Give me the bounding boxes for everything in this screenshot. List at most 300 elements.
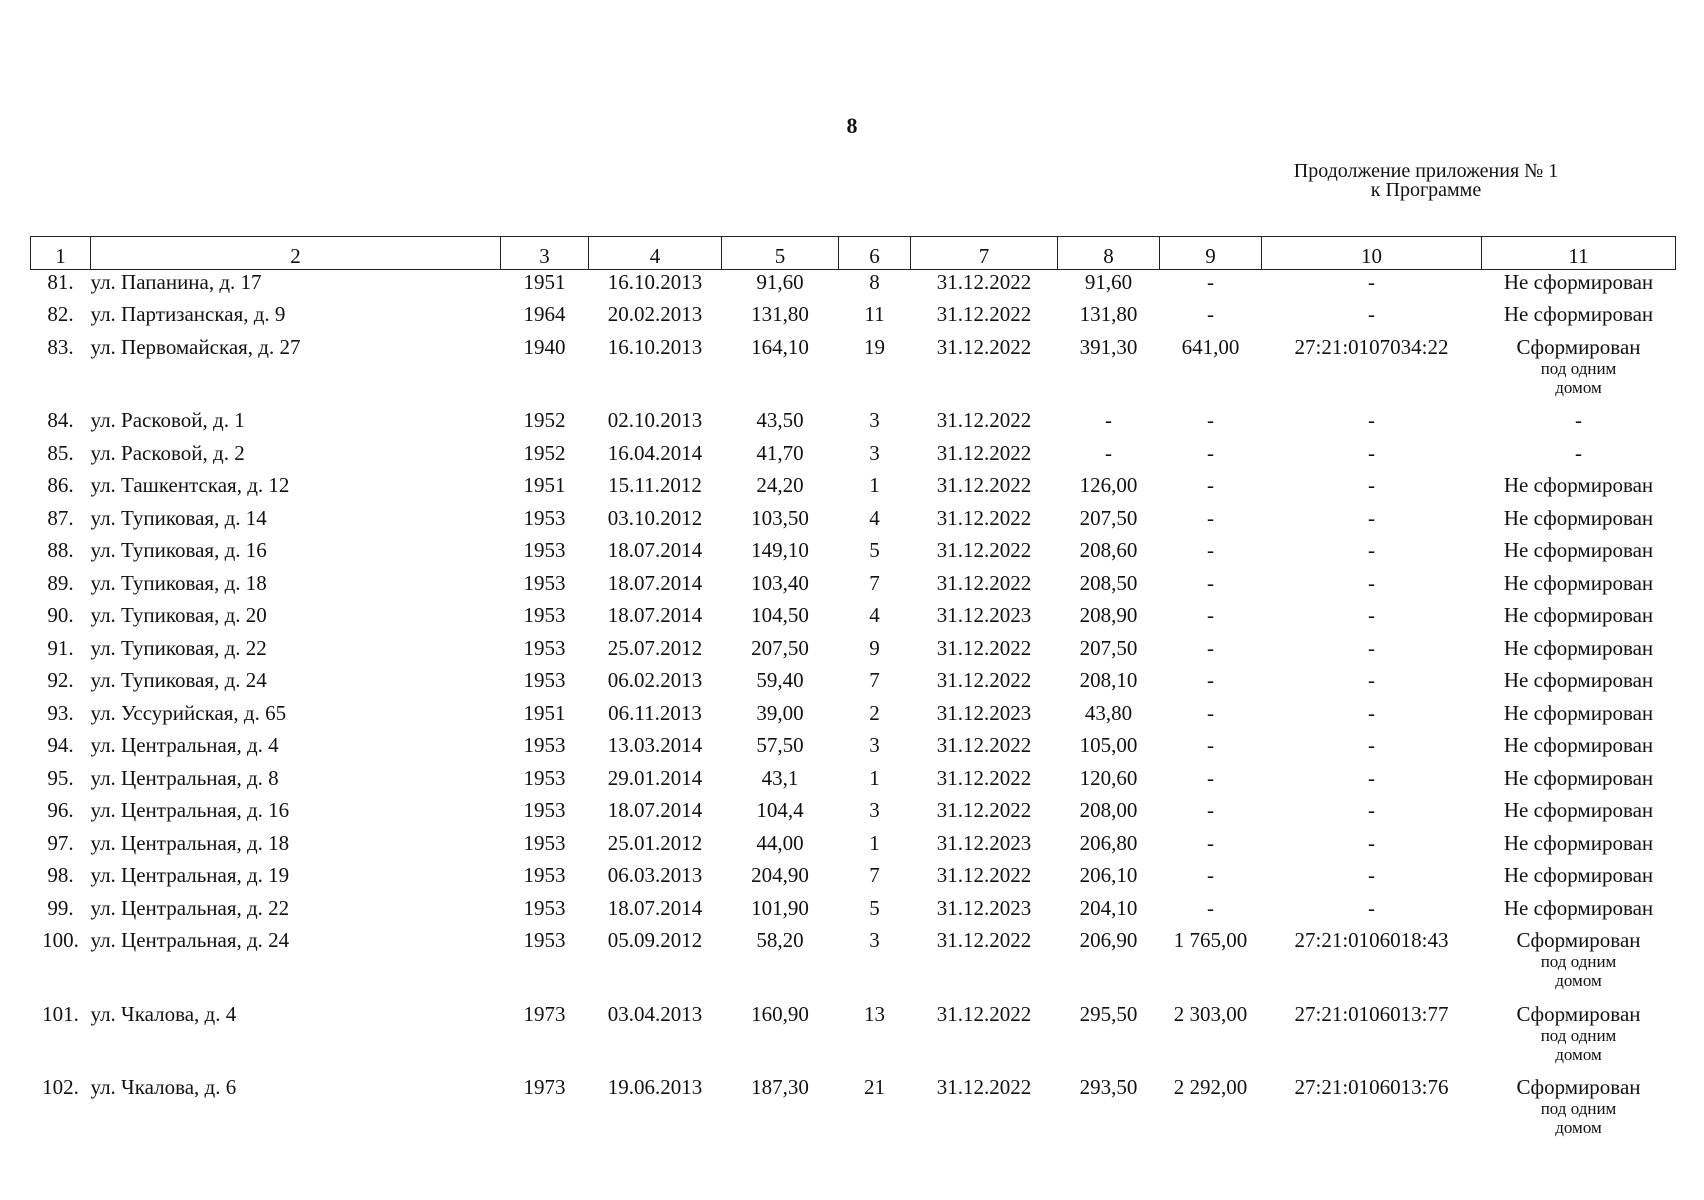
row-number: 102. (42, 1075, 79, 1099)
col9-cell: - (1207, 270, 1214, 294)
col5-cell: 160,90 (751, 1001, 809, 1026)
status-line: Не сформирован (1503, 270, 1654, 294)
col8-cell: - (1105, 440, 1112, 465)
col8-cell: 295,50 (1079, 1001, 1138, 1026)
col10-cell: - (1368, 302, 1375, 326)
col7-cell: 31.12.2022 (936, 928, 1032, 952)
address-cell: ул. Партизанская, д. 9 (90, 302, 286, 326)
status-line: домом (1555, 1044, 1602, 1064)
col6-cell: 7 (869, 863, 880, 887)
date-cell: 05.09.2012 (607, 928, 703, 952)
col5-cell: 39,00 (756, 700, 804, 725)
status-line: - (1575, 408, 1582, 432)
col7-cell: 31.12.2022 (936, 505, 1032, 530)
column-header: 4 (589, 237, 722, 270)
col10-cell: - (1368, 668, 1375, 692)
table-row (31, 1002, 1676, 1076)
row-number: 100. (42, 928, 79, 952)
col8-cell: 206,90 (1079, 928, 1138, 952)
col9-cell: 641,00 (1181, 334, 1240, 359)
status-line: домом (1555, 377, 1602, 397)
status-line: Не сформирован (1503, 863, 1654, 887)
col10-cell: - (1368, 440, 1375, 465)
col9-cell: - (1207, 440, 1214, 465)
land-plot-status-cell (1482, 733, 1676, 766)
land-plot-status-cell (1482, 1075, 1676, 1149)
col6-cell: 13 (864, 1001, 885, 1026)
status-line: - (1575, 440, 1582, 465)
date-cell: 18.07.2014 (607, 895, 703, 920)
col10-cell: 27:21:0106018:43 (1294, 928, 1449, 952)
address-cell: ул. Тупиковая, д. 22 (90, 635, 267, 660)
col9-cell: - (1207, 603, 1214, 627)
row-number: 81. (47, 270, 74, 294)
address-cell: ул. Расковой, д. 2 (90, 440, 245, 465)
col8-cell: 105,00 (1079, 733, 1138, 757)
col6-cell: 7 (869, 668, 880, 692)
land-plot-status-cell (1482, 473, 1676, 506)
col6-cell: 3 (869, 733, 880, 757)
col7-cell: 31.12.2022 (936, 334, 1032, 359)
col9-cell: 2 292,00 (1173, 1075, 1248, 1099)
col9-cell: 2 303,00 (1173, 1001, 1248, 1026)
col10-cell: - (1368, 538, 1375, 562)
col6-cell: 9 (869, 635, 880, 660)
year-cell: 1951 (523, 473, 566, 497)
year-cell: 1953 (523, 895, 566, 920)
col8-cell: 208,90 (1079, 603, 1138, 627)
col8-cell: 391,30 (1079, 334, 1138, 359)
col8-cell: 91,60 (1084, 270, 1133, 294)
address-cell: ул. Центральная, д. 8 (90, 765, 279, 790)
table-row (31, 733, 1676, 766)
col8-cell: 126,00 (1079, 473, 1138, 497)
table-row (31, 538, 1676, 571)
status-line: Сформирован (1516, 928, 1641, 952)
address-cell: ул. Ташкентская, д. 12 (90, 473, 290, 497)
year-cell: 1953 (523, 668, 566, 692)
status-line: Не сформирован (1503, 570, 1654, 595)
address-cell: ул. Тупиковая, д. 18 (90, 570, 267, 595)
address-cell: ул. Центральная, д. 22 (90, 895, 290, 920)
col6-cell: 4 (869, 603, 880, 627)
col6-cell: 8 (869, 270, 880, 294)
status-line: Не сформирован (1503, 798, 1654, 822)
col5-cell: 104,4 (756, 798, 804, 822)
col5-cell: 207,50 (751, 635, 809, 660)
address-cell: ул. Центральная, д. 18 (90, 830, 290, 855)
col7-cell: 31.12.2022 (936, 302, 1032, 326)
year-cell: 1953 (523, 733, 566, 757)
col9-cell: - (1207, 505, 1214, 530)
row-number: 92. (47, 668, 74, 692)
year-cell: 1973 (523, 1001, 566, 1026)
col7-cell: 31.12.2022 (936, 570, 1032, 595)
col9-cell: - (1207, 863, 1214, 887)
address-cell: ул. Центральная, д. 4 (90, 733, 279, 757)
col10-cell: - (1368, 830, 1375, 855)
col6-cell: 2 (869, 700, 880, 725)
col5-cell: 187,30 (751, 1075, 809, 1099)
address-cell: ул. Тупиковая, д. 24 (90, 668, 267, 692)
col7-cell: 31.12.2022 (936, 408, 1032, 432)
date-cell: 03.10.2012 (607, 505, 703, 530)
table-row (31, 603, 1676, 636)
appendix-note (1226, 162, 1626, 200)
row-number: 86. (47, 473, 74, 497)
address-cell: ул. Тупиковая, д. 20 (90, 603, 267, 627)
status-line: Не сформирован (1503, 733, 1654, 757)
status-line: Сформирован (1516, 1075, 1641, 1099)
table-row (31, 636, 1676, 669)
col7-cell: 31.12.2022 (936, 668, 1032, 692)
year-cell: 1953 (523, 863, 566, 887)
column-header: 9 (1160, 237, 1262, 270)
table-row (31, 798, 1676, 831)
col8-cell: 131,80 (1079, 302, 1138, 326)
status-line: под одним (1540, 358, 1617, 378)
col8-cell: 207,50 (1079, 505, 1138, 530)
year-cell: 1953 (523, 570, 566, 595)
table-row (31, 270, 1676, 303)
col7-cell: 31.12.2023 (936, 700, 1032, 725)
column-header: 1 (31, 237, 91, 270)
col5-cell: 149,10 (751, 538, 809, 562)
land-plot-status-cell (1482, 863, 1676, 896)
col6-cell: 19 (864, 334, 885, 359)
row-number: 99. (47, 895, 74, 920)
address-cell: ул. Центральная, д. 24 (90, 928, 290, 952)
col6-cell: 5 (869, 895, 880, 920)
status-line: под одним (1540, 1099, 1617, 1118)
col5-cell: 59,40 (756, 668, 804, 692)
address-cell: ул. Первомайская, д. 27 (90, 334, 301, 359)
col9-cell: 1 765,00 (1173, 928, 1248, 952)
col10-cell: - (1368, 570, 1375, 595)
col9-cell: - (1207, 473, 1214, 497)
land-plot-status-cell (1482, 302, 1676, 335)
year-cell: 1953 (523, 635, 566, 660)
col10-cell: - (1368, 270, 1375, 294)
col5-cell: 24,20 (756, 473, 804, 497)
land-plot-status-cell (1482, 831, 1676, 864)
land-plot-status-cell (1482, 896, 1676, 929)
date-cell: 20.02.2013 (607, 302, 703, 326)
status-line: Не сформирован (1503, 302, 1654, 326)
row-number: 94. (47, 733, 74, 757)
address-cell: ул. Расковой, д. 1 (90, 408, 245, 432)
column-header: 2 (91, 237, 501, 270)
land-plot-status-cell (1482, 408, 1676, 441)
date-cell: 19.06.2013 (607, 1075, 703, 1099)
land-plot-status-cell (1482, 270, 1676, 303)
col9-cell: - (1207, 570, 1214, 595)
date-cell: 18.07.2014 (607, 798, 703, 822)
address-cell: ул. Уссурийская, д. 65 (90, 700, 287, 725)
table-row (31, 863, 1676, 896)
col9-cell: - (1207, 765, 1214, 790)
col6-cell: 7 (869, 570, 880, 595)
land-plot-status-cell (1482, 766, 1676, 799)
column-header: 8 (1058, 237, 1160, 270)
row-number: 84. (47, 408, 74, 432)
column-header: 3 (501, 237, 589, 270)
col8-cell: 208,00 (1079, 798, 1138, 822)
status-line: Не сформирован (1503, 895, 1654, 920)
col10-cell: 27:21:0106013:76 (1294, 1075, 1449, 1099)
row-number: 98. (47, 863, 74, 887)
land-plot-status-cell (1482, 603, 1676, 636)
date-cell: 18.07.2014 (607, 603, 703, 627)
col5-cell: 41,70 (756, 440, 804, 465)
col8-cell: 43,80 (1084, 700, 1133, 725)
col7-cell: 31.12.2022 (936, 473, 1032, 497)
col8-cell: - (1105, 408, 1112, 432)
col10-cell: - (1368, 798, 1375, 822)
col8-cell: 204,10 (1079, 895, 1138, 920)
date-cell: 25.01.2012 (607, 830, 703, 855)
column-header: 10 (1262, 237, 1482, 270)
row-number: 87. (47, 505, 74, 530)
address-cell: ул. Папанина, д. 17 (90, 270, 262, 294)
housing-register-table (30, 236, 1676, 1149)
year-cell: 1953 (523, 505, 566, 530)
appendix-note-line: к Программе (1370, 179, 1482, 201)
row-number: 96. (47, 798, 74, 822)
year-cell: 1953 (523, 603, 566, 627)
col6-cell: 3 (869, 798, 880, 822)
year-cell: 1973 (523, 1075, 566, 1099)
address-cell: ул. Центральная, д. 19 (90, 863, 290, 887)
col10-cell: - (1368, 700, 1375, 725)
row-number: 97. (47, 830, 74, 855)
row-number: 89. (47, 570, 74, 595)
column-header: 5 (722, 237, 839, 270)
col10-cell: - (1368, 635, 1375, 660)
land-plot-status-cell (1482, 441, 1676, 474)
date-cell: 02.10.2013 (607, 408, 703, 432)
year-cell: 1964 (523, 302, 566, 326)
col5-cell: 164,10 (751, 334, 809, 359)
table-row (31, 441, 1676, 474)
appendix-note-line: Продолжение приложения № 1 (1293, 160, 1559, 182)
col5-cell: 43,1 (761, 765, 799, 790)
status-line: Не сформирован (1503, 538, 1654, 562)
col9-cell: - (1207, 830, 1214, 855)
col6-cell: 3 (869, 408, 880, 432)
status-line: под одним (1540, 1025, 1617, 1045)
row-number: 90. (47, 603, 74, 627)
page-number: 8 (846, 113, 858, 138)
col5-cell: 43,50 (756, 408, 804, 432)
column-header: 6 (839, 237, 911, 270)
year-cell: 1953 (523, 765, 566, 790)
date-cell: 29.01.2014 (607, 765, 703, 790)
col8-cell: 120,60 (1079, 765, 1138, 790)
table-row (31, 1075, 1676, 1149)
col7-cell: 31.12.2022 (936, 1001, 1032, 1026)
col7-cell: 31.12.2022 (936, 863, 1032, 887)
col5-cell: 57,50 (756, 733, 804, 757)
col7-cell: 31.12.2022 (936, 440, 1032, 465)
land-plot-status-cell (1482, 701, 1676, 734)
address-cell: ул. Чкалова, д. 4 (90, 1001, 237, 1026)
col10-cell: 27:21:0106013:77 (1294, 1001, 1449, 1026)
col8-cell: 208,50 (1079, 570, 1138, 595)
year-cell: 1951 (523, 270, 566, 294)
col7-cell: 31.12.2022 (936, 538, 1032, 562)
status-line: Не сформирован (1503, 505, 1654, 530)
col5-cell: 103,40 (751, 570, 809, 595)
col6-cell: 3 (869, 440, 880, 465)
col5-cell: 103,50 (751, 505, 809, 530)
land-plot-status-cell (1482, 1002, 1676, 1076)
table-row (31, 668, 1676, 701)
col6-cell: 5 (869, 538, 880, 562)
col10-cell: - (1368, 408, 1375, 432)
year-cell: 1952 (523, 440, 566, 465)
col5-cell: 101,90 (751, 895, 809, 920)
col5-cell: 44,00 (756, 830, 804, 855)
date-cell: 16.10.2013 (607, 334, 703, 359)
year-cell: 1953 (523, 830, 566, 855)
col7-cell: 31.12.2022 (936, 798, 1032, 822)
date-cell: 13.03.2014 (607, 733, 703, 757)
col10-cell: - (1368, 733, 1375, 757)
status-line: Не сформирован (1503, 473, 1654, 497)
table-row (31, 408, 1676, 441)
col8-cell: 293,50 (1079, 1075, 1138, 1099)
status-line: Сформирован (1516, 334, 1641, 359)
col10-cell: - (1368, 895, 1375, 920)
col6-cell: 1 (869, 830, 880, 855)
column-number-header-row (31, 237, 1676, 270)
year-cell: 1952 (523, 408, 566, 432)
row-number: 85. (47, 440, 74, 465)
row-number: 83. (47, 334, 74, 359)
col7-cell: 31.12.2022 (936, 765, 1032, 790)
col8-cell: 208,10 (1079, 668, 1138, 692)
col5-cell: 91,60 (756, 270, 804, 294)
col5-cell: 58,20 (756, 928, 804, 952)
table-row (31, 473, 1676, 506)
table-row (31, 896, 1676, 929)
table-row (31, 928, 1676, 1002)
row-number: 88. (47, 538, 74, 562)
date-cell: 18.07.2014 (607, 538, 703, 562)
status-line: Не сформирован (1503, 603, 1654, 627)
land-plot-status-cell (1482, 668, 1676, 701)
table-row (31, 766, 1676, 799)
year-cell: 1953 (523, 798, 566, 822)
col8-cell: 208,60 (1079, 538, 1138, 562)
table-body (31, 270, 1676, 1149)
status-line: Не сформирован (1503, 668, 1654, 692)
date-cell: 03.04.2013 (607, 1001, 703, 1026)
col6-cell: 1 (869, 765, 880, 790)
col9-cell: - (1207, 408, 1214, 432)
date-cell: 06.03.2013 (607, 863, 703, 887)
col8-cell: 206,10 (1079, 863, 1138, 887)
col6-cell: 1 (869, 473, 880, 497)
col7-cell: 31.12.2022 (936, 270, 1032, 294)
col7-cell: 31.12.2022 (936, 635, 1032, 660)
col9-cell: - (1207, 798, 1214, 822)
address-cell: ул. Центральная, д. 16 (90, 798, 290, 822)
col9-cell: - (1207, 895, 1214, 920)
date-cell: 25.07.2012 (607, 635, 703, 660)
col9-cell: - (1207, 538, 1214, 562)
col9-cell: - (1207, 302, 1214, 326)
status-line: домом (1555, 971, 1602, 990)
address-cell: ул. Тупиковая, д. 14 (90, 505, 267, 530)
land-plot-status-cell (1482, 636, 1676, 669)
date-cell: 16.04.2014 (607, 440, 703, 465)
col9-cell: - (1207, 635, 1214, 660)
col10-cell: - (1368, 603, 1375, 627)
col5-cell: 104,50 (751, 603, 809, 627)
table-row (31, 302, 1676, 335)
col6-cell: 3 (869, 928, 880, 952)
status-line: Не сформирован (1503, 830, 1654, 855)
date-cell: 06.11.2013 (608, 700, 702, 725)
col7-cell: 31.12.2022 (936, 1075, 1032, 1099)
col10-cell: - (1368, 505, 1375, 530)
land-plot-status-cell (1482, 506, 1676, 539)
col7-cell: 31.12.2023 (936, 895, 1032, 920)
col9-cell: - (1207, 700, 1214, 725)
year-cell: 1940 (523, 334, 566, 359)
address-cell: ул. Чкалова, д. 6 (90, 1075, 237, 1099)
status-line: Не сформирован (1503, 700, 1654, 725)
date-cell: 06.02.2013 (607, 668, 703, 692)
col10-cell: - (1368, 863, 1375, 887)
col10-cell: - (1368, 473, 1375, 497)
status-line: Не сформирован (1503, 635, 1654, 660)
status-line: под одним (1540, 952, 1617, 971)
col7-cell: 31.12.2023 (936, 830, 1032, 855)
table-row (31, 506, 1676, 539)
address-cell: ул. Тупиковая, д. 16 (90, 538, 267, 562)
table-row (31, 335, 1676, 409)
date-cell: 16.10.2013 (607, 270, 703, 294)
col10-cell: - (1368, 765, 1375, 790)
table-row (31, 701, 1676, 734)
year-cell: 1953 (523, 538, 566, 562)
col10-cell: 27:21:0107034:22 (1294, 334, 1449, 359)
table-row (31, 571, 1676, 604)
table-row (31, 831, 1676, 864)
row-number: 101. (42, 1001, 79, 1026)
col7-cell: 31.12.2023 (936, 603, 1032, 627)
status-line: Сформирован (1516, 1001, 1641, 1026)
status-line: домом (1555, 1118, 1602, 1137)
column-header: 7 (911, 237, 1058, 270)
land-plot-status-cell (1482, 538, 1676, 571)
year-cell: 1953 (523, 928, 566, 952)
row-number: 82. (47, 302, 74, 326)
land-plot-status-cell (1482, 928, 1676, 1002)
date-cell: 15.11.2012 (608, 473, 702, 497)
date-cell: 18.07.2014 (607, 570, 703, 595)
col9-cell: - (1207, 668, 1214, 692)
col5-cell: 204,90 (751, 863, 809, 887)
col8-cell: 207,50 (1079, 635, 1138, 660)
col7-cell: 31.12.2022 (936, 733, 1032, 757)
year-cell: 1951 (523, 700, 566, 725)
row-number: 93. (47, 700, 74, 725)
col5-cell: 131,80 (751, 302, 809, 326)
